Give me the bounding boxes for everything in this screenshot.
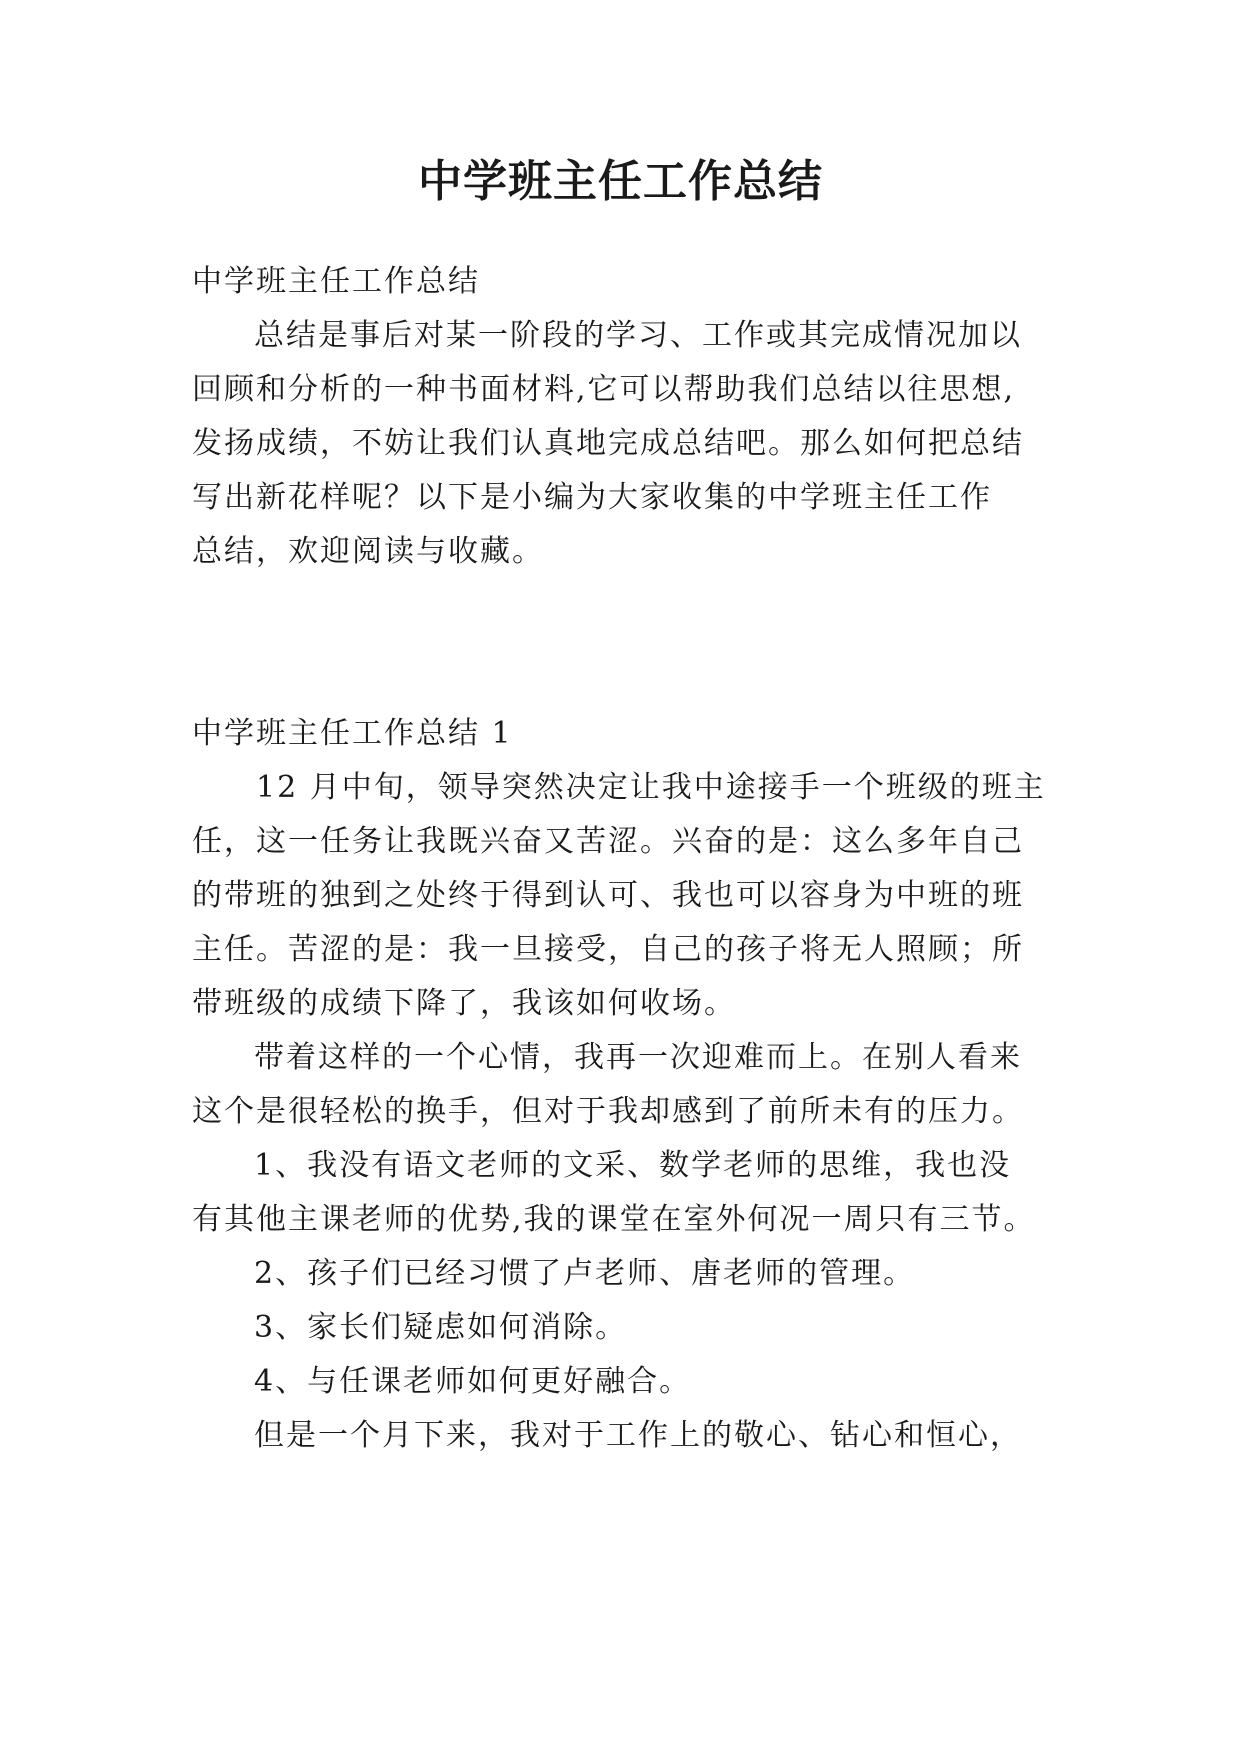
intro-line: 发扬成绩，不妨让我们认真地完成总结吧。那么如何把总结 [192, 426, 1024, 461]
body-line: 带班级的成绩下降了，我该如何收场。 [192, 986, 736, 1021]
intro-heading: 中学班主任工作总结 [192, 264, 480, 299]
intro-line: 总结，欢迎阅读与收藏。 [192, 534, 544, 569]
body-line: 带着这样的一个心情，我再一次迎难而上。在别人看来 [254, 1040, 1022, 1075]
list-item: 2、孩子们已经习惯了卢老师、唐老师的管理。 [254, 1256, 916, 1291]
body-line: 这个是很轻松的换手，但对于我却感到了前所未有的压力。 [192, 1094, 1024, 1129]
body-line: 有其他主课老师的优势,我的课堂在室外何况一周只有三节。 [192, 1202, 1036, 1237]
list-item: 4、与任课老师如何更好融合。 [254, 1364, 692, 1399]
body-line: 但是一个月下来，我对于工作上的敬心、钻心和恒心， [254, 1418, 1022, 1453]
list-item: 3、家长们疑虑如何消除。 [254, 1310, 628, 1345]
section-heading: 中学班主任工作总结 1 [192, 716, 513, 751]
body-line: 12 月中旬，领导突然决定让我中途接手一个班级的班主 [256, 770, 1046, 805]
body-line: 任，这一任务让我既兴奋又苦涩。兴奋的是：这么多年自己 [192, 824, 1024, 859]
intro-line: 总结是事后对某一阶段的学习、工作或其完成情况加以 [254, 318, 1022, 353]
body-line: 的带班的独到之处终于得到认可、我也可以容身为中班的班 [192, 878, 1024, 913]
body-line: 主任。苦涩的是：我一旦接受，自己的孩子将无人照顾；所 [192, 932, 1024, 967]
list-item: 1、我没有语文老师的文采、数学老师的思维，我也没 [254, 1148, 1012, 1183]
intro-line: 写出新花样呢？以下是小编为大家收集的中学班主任工作 [192, 480, 992, 515]
document-title: 中学班主任工作总结 [418, 156, 823, 207]
intro-line: 回顾和分析的一种书面材料,它可以帮助我们总结以往思想, [192, 372, 1016, 407]
